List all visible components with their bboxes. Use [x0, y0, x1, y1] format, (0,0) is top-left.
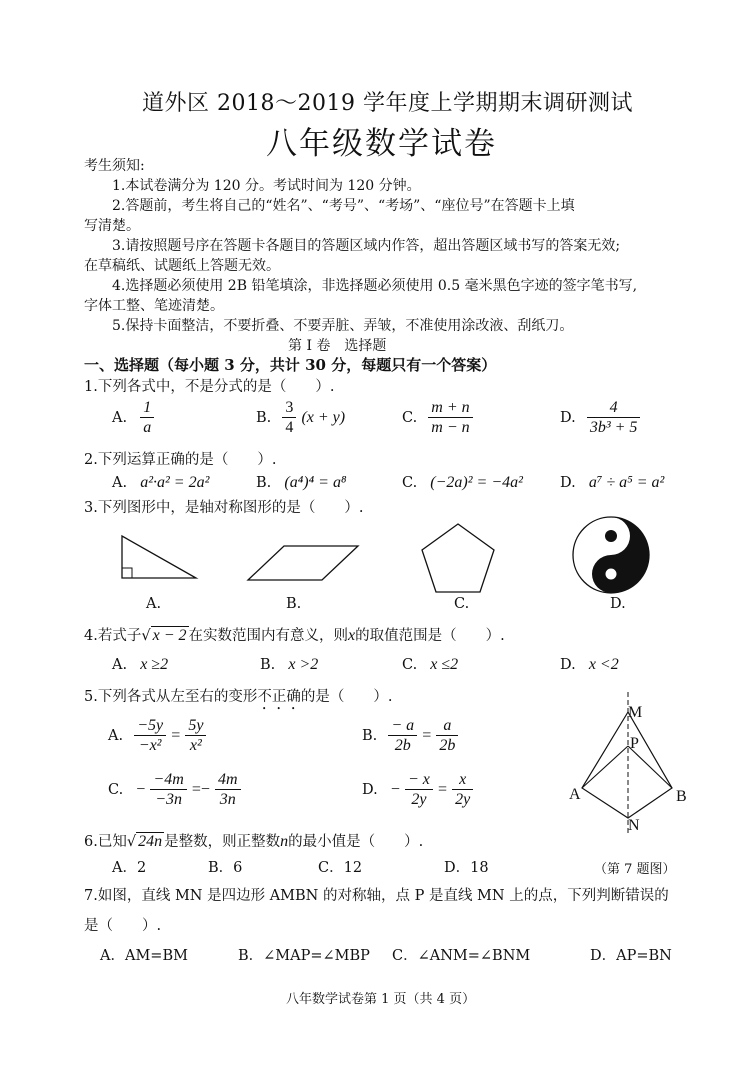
q2-option-c: C. (−2a)² = −4a²: [402, 474, 523, 491]
notice-heading: 考生须知:: [84, 158, 145, 174]
point-N-label: N: [628, 817, 640, 834]
q7-stem-cont: 是（ ）.: [84, 918, 162, 934]
option-label: B.: [256, 410, 272, 426]
section-heading: 一、选择题（每小题 3 分，共计 30 分，每题只有一个答案）: [84, 356, 497, 374]
point-M-label: M: [628, 704, 643, 721]
q1-option-c: [402, 398, 473, 437]
pentagon-figure: [418, 520, 498, 596]
q5-option-d: D. − $\frac{- x}{2y}$ = $\frac{x}{2y}$: [362, 770, 473, 809]
fraction: $\frac{1}{a}$: [140, 398, 154, 437]
notice-item-4: 4.选择题必须使用 2B 铅笔填涂，非选择题必须使用 0.5 毫米黑色字迹的签字笔书写,: [112, 278, 638, 294]
point-B-label: B: [676, 788, 687, 805]
notice-item-4-cont: 字体工整、笔迹清楚。: [84, 298, 224, 314]
emphasis-text: 不正确: [257, 689, 301, 705]
part-heading: 第 Ⅰ 卷 选择题: [288, 338, 387, 354]
expression: (x + y): [301, 409, 346, 426]
q6-option-a: A．2: [112, 860, 147, 876]
fraction: $\frac{3}{4}$: [282, 398, 296, 437]
q2-option-d: D. a⁷ ÷ a⁵ = a²: [560, 474, 665, 491]
q3-label-b: B.: [286, 596, 302, 612]
q5-option-b: B. $\frac{- a}{2b}$ = $\frac{a}{2b}$: [362, 716, 458, 755]
notice-item-3-cont: 在草稿纸、试题纸上答题无效。: [84, 258, 280, 274]
page-footer: 八年数学试卷第 1 页（共 4 页）: [286, 992, 476, 1007]
fraction: $\frac{4}{\text{3b³ + 5}}$: [587, 398, 641, 437]
option-label: C.: [402, 410, 418, 426]
point-A-label: A: [569, 786, 581, 803]
right-triangle-figure: [110, 528, 208, 584]
q7-option-b: B．∠MAP=∠MBP: [238, 948, 370, 964]
notice-item-5: 5.保持卡面整洁，不要折叠、不要弄脏、弄皱，不准使用涂改液、刮纸刀。: [112, 318, 574, 334]
q6-option-c: C．12: [318, 860, 363, 876]
option-label: D.: [560, 410, 576, 426]
parallelogram-figure: [244, 538, 362, 586]
q4-option-a: A. x ≥2: [112, 656, 169, 673]
q1-stem: 1.下列各式中，不是分式的是（ ）.: [84, 379, 335, 395]
exam-subtitle: 八年级数学试卷: [266, 126, 497, 162]
q2-option-b: B. (a⁴)⁴ = a⁸: [256, 474, 347, 491]
q1-option-d: [560, 398, 640, 437]
q7-stem: 7.如图，直线 MN 是四边形 AMBN 的对称轴，点 P 是直线 MN 上的点，下列判断错误的: [84, 888, 669, 904]
q5-option-c: C. − $\frac{-4m}{-3n}$ =− $\frac{4m}{3n}$: [108, 770, 241, 809]
q3-label-a: A.: [146, 596, 162, 612]
q7-option-c: C．∠ANM=∠BNM: [392, 948, 531, 964]
q1-option-b: [256, 398, 345, 437]
notice-item-2: 2.答题前，考生将自己的“姓名”、“考号”、“考场”、“座位号”在答题卡上填: [112, 198, 575, 214]
q2-stem: 2.下列运算正确的是（ ）.: [84, 452, 277, 468]
q4-option-b: B. x >2: [260, 656, 319, 673]
point-P-label: P: [630, 735, 639, 752]
q5-stem: 5.下列各式从左至右的变形不正确的是（ ）.: [84, 689, 393, 705]
q6-option-d: D．18: [444, 860, 489, 876]
q6-option-b: B．6: [208, 860, 243, 876]
q5-option-a: A. $\frac{-5y}{\text{−x²}}$ = $\frac{5y}{\text{x²}}$: [108, 716, 206, 755]
radicand: x − 2: [152, 627, 187, 644]
q4-option-c: C. x ≤2: [402, 656, 459, 673]
q3-label-d: D.: [610, 596, 626, 612]
q4-option-d: D. x <2: [560, 656, 619, 673]
q3-stem: 3.下列图形中，是轴对称图形的是（ ）.: [84, 500, 364, 516]
figure-7-caption: （第 7 题图）: [594, 862, 676, 877]
q6-stem: 6.已知√ 24n 是整数，则正整数n的最小值是（ ）.: [84, 833, 424, 850]
notice-item-1: 1.本试卷满分为 120 分。考试时间为 120 分钟。: [112, 178, 421, 194]
q2-option-a: A. a²·a² = 2a²: [112, 474, 210, 491]
q3-label-c: C.: [454, 596, 470, 612]
notice-item-3: 3.请按照题号序在答题卡各题目的答题区域内作答，超出答题区域书写的答案无效;: [112, 238, 621, 254]
q4-stem: 4.若式子√ x − 2 在实数范围内有意义，则x的取值范围是（ ）.: [84, 627, 505, 644]
option-label: A.: [112, 410, 128, 426]
notice-item-2-cont: 写清楚。: [84, 218, 140, 234]
radicand: 24n: [138, 833, 163, 850]
q1-option-a: [112, 398, 154, 437]
exam-title: 道外区 2018～2019 学年度上学期期末调研测试: [142, 91, 633, 116]
q7-option-d: D．AP=BN: [590, 948, 672, 964]
fraction: $\frac{m + n}{m - n}$: [428, 398, 472, 437]
q7-option-a: A．AM=BM: [100, 948, 188, 964]
taiji-figure: [566, 512, 656, 598]
